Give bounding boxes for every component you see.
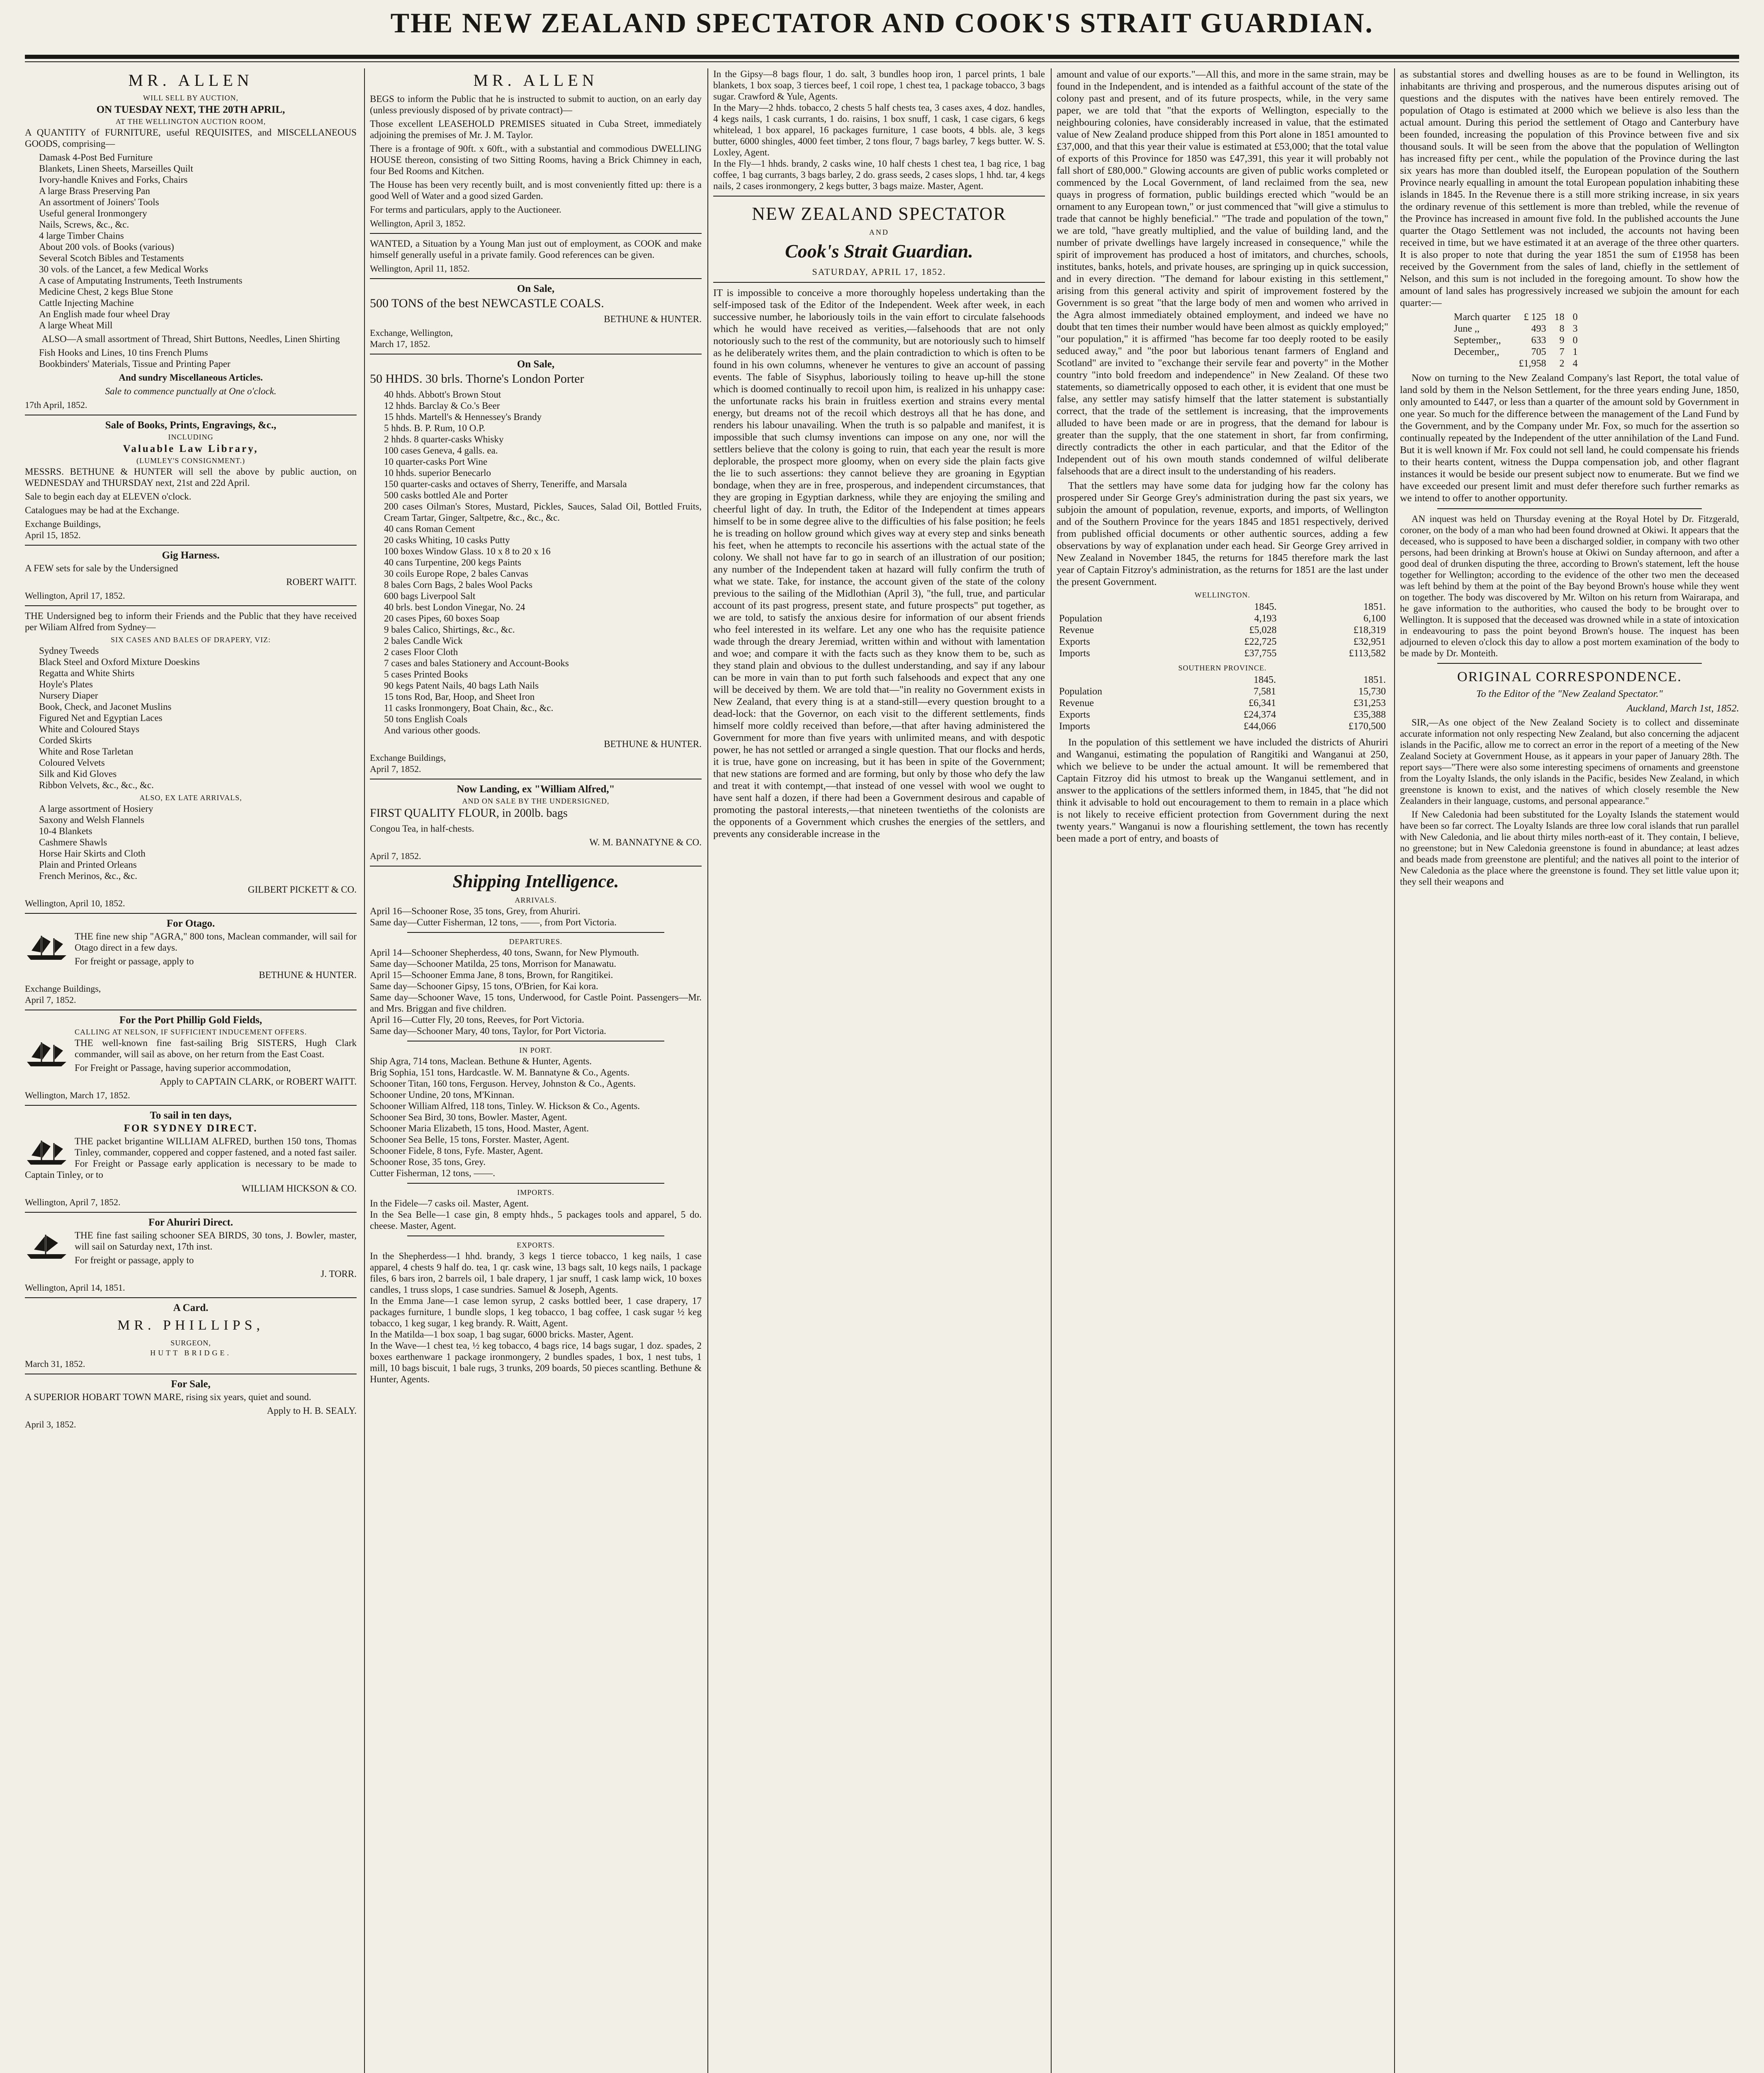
ad-coal <box>370 283 702 350</box>
ad-place: AT THE WELLINGTON AUCTION ROOM, <box>115 117 266 126</box>
table-cell: £1,958 <box>1519 358 1546 369</box>
table-header-cell: 1851. <box>1363 602 1386 612</box>
table-cell: £5,028 <box>1249 625 1277 636</box>
table-row <box>1057 613 1388 624</box>
divider <box>407 1183 664 1184</box>
divider <box>25 545 357 546</box>
table-cell: £18,319 <box>1353 625 1386 636</box>
table-cell: June ,, <box>1454 323 1480 334</box>
issue-date: SATURDAY, APRIL 17, 1852. <box>812 267 946 277</box>
table-cell: £35,388 <box>1353 709 1386 720</box>
ad-date: Wellington, April 3, 1852. <box>370 218 466 228</box>
table-header-cell <box>1057 674 1181 686</box>
table-row <box>1450 311 1582 323</box>
ad-signature: W. M. BANNATYNE & CO. <box>589 837 702 847</box>
ad-body: A SUPERIOR HOBART TOWN MARE, rising six years, quiet and sound. <box>25 1392 311 1402</box>
table-cell: December,, <box>1454 347 1499 357</box>
subsection-heading: IN PORT. <box>519 1046 552 1054</box>
ad-date: Wellington, April 11, 1852. <box>370 263 470 274</box>
ad-subheading: AND ON SALE BY THE UNDERSIGNED, <box>462 797 610 805</box>
table-row <box>1057 721 1388 732</box>
column-4 <box>1057 68 1388 2073</box>
editorial-paragraph: IT is impossible to conceive a more thoroughly hopeless undertaking than the self-imposed task of the Editor of the Independent. Week after week, in each successive number, he laboriously toils in the vain effort to circulate falsehoods which he would have received as verities,—falsehoods that are not only notoriously such to the rest of the community, but are notoriously such to himself as he deliberately writes them, and the plain contradiction to which is often to be found in his own columns, whenever he ventures to give an account of passing events. The fable of Sisyphus, laboriously toiling to heave up-hill the stone which is doomed continually to recoil upon him, is realized in his unhappy case: the unfortunate racks his brain in fruitless exertion and strains every mental energy, but dreams not of the recoil which destroys all that he has done, and renders his labour unavailing. When the truth is so palpable and manifest, it is impossible that such clumsy inventions can impose on any one, nor will the settlers believe that the colony is going to ruin, that each year the result is more deplorable, the prospect more gloomy, when on every side the plain facts give the lie to such assertions: they cannot believe they are groaning in Egyptian bondage, when they are in free, prosperous, and independent circumstances, that they are groping in Egyptian darkness, while they are enjoying the smiling and cheerful light of day. In truth, the Editor of the Independent at times appears himself to be in some degree alive to the difficulties of his false position; he feels he is treading on hollow ground which gives way at every step and sinks beneath his feet, when he attempts to reconcile his assertions with the actual state of the colony. We shall not have far to go in search of an illustration of our position; any number of the Independent taken at hazard will fully confirm the truth of what we state. Take, for instance, the account given of the state of the colony previous to the sailing of the Midlothian (April 3), "the full, true, and particular account of its past progress, present state, and future prospects" put together, as we are told, to satisfy the anxious desire for information of our absent friends who feel interested in its welfare. Let any one who has the requisite patience wade through the dreary Jeremiad, written within and without with lamentation and woe; and compare it with the facts such as they know them to be, such as they stand plain and obvious to the dullest understanding, and say if any labour can be more in vain than to put forth such falsehoods and expect that any one will be deceived by them. We are told that—"in reality no Government exists in New Zealand, that every thing is at a stand-still—every question brought to a dead-lock: that the Governor, on each visit to the different settlements, finds himself more coldly received than before,—that after having administered the Government for more than five years with unlimited means, and with despotic power, he has not settled or arranged a single question. That our flocks and herds, it is true, have gone on increasing, but it has been in spite of the Government; that new stations are formed and are forming, but only by those who defy the law and treat it with contempt,—that instead of one vessel with wool we ought to have sent half a dozen, if there had been a Government desirous and capable of promoting the pastoral interests,—that nineteen twentieths of the colonists are the opponents of a Government which crushes the energies of the settlers, and prevents any considerable increase in the <box>713 287 1045 840</box>
letter-address: To the Editor of the "New Zealand Spectator." <box>1476 688 1663 699</box>
table-cell: 7 <box>1559 347 1565 357</box>
ad-subheading: SURGEON, <box>170 1339 211 1347</box>
wellington-table <box>1057 601 1388 659</box>
ad-date: Wellington, April 7, 1852. <box>25 1197 121 1207</box>
divider <box>25 605 357 606</box>
ad-signature: Apply to H. B. SEALY. <box>267 1405 357 1416</box>
table-cell: £6,341 <box>1249 698 1276 709</box>
table-row <box>1057 709 1388 721</box>
ad-body: Congou Tea, in half-chests. <box>370 823 474 834</box>
ad-heading: Gig Harness. <box>162 550 220 561</box>
ad-body: Those excellent LEASEHOLD PREMISES situated in Cuba Street, immediately adjoining the premises of Mr. J. M. Taylor. <box>370 119 702 140</box>
subsection-heading: IMPORTS. <box>517 1188 554 1197</box>
table-cell: £31,253 <box>1353 698 1386 709</box>
table-cell: Revenue <box>1059 698 1094 709</box>
ad-subheading: WILL SELL BY AUCTION, <box>143 94 238 102</box>
masthead-rule-thick <box>25 55 1739 59</box>
ad-heading: For Ahuriri Direct. <box>148 1217 233 1228</box>
editorial-paragraph: as substantial stores and dwelling houses as are to be found in Wellington, its inhabitants are thriving and prosperous, and the numerous disputes arising out of questions and the disputes with the natives have been entirely removed. The population of Otago is estimated at 2000 which we believe is also less than the actual amount. During this period the settlement of Otago and Canterbury have been founded, increasing the population of this Province between five and six thousand souls. It will be seen from the above that the population of Wellington has increased fifty per cent., while the population of the Province during the last six years has more than doubled itself, the European population of the Southern Province nearly equalling in amount the total European population inhabiting these islands in 1845. In the Revenue there is a still more striking increase, in six years the ordinary revenue of this settlement is more than trebled, while the revenue of the Province has increased in amount five fold. In the published accounts the June quarter the Otago Settlement was not included, the accounts not having been received in time, but we have estimated it at an average of the three other quarters. It is also proper to note that during the year 1851 the sum of £1958 has been received by the Government from the sales of land, chiefly in the settlement of Nelson, and this sum is not included in the foregoing amount. To show how the amount of land sales has progressively increased we subjoin the amount for each quarter:— <box>1400 69 1739 308</box>
ad-date: Exchange Buildings, April 7, 1852. <box>25 983 101 1005</box>
table-cell: September,, <box>1454 335 1501 346</box>
ad-heading: MR. PHILLIPS, <box>117 1318 264 1333</box>
ad-body: The House has been very recently built, and is most conveniently fitted up: there is a good Well of Water and a good sized Garden. <box>370 180 702 201</box>
ad-drapery <box>25 610 357 909</box>
paper-title-and: AND <box>869 228 889 236</box>
ad-signature: BETHUNE & HUNTER. <box>604 314 702 324</box>
ad-heading: For the Port Phillip Gold Fields, <box>119 1015 262 1026</box>
divider <box>25 1212 357 1213</box>
ad-heading: A Card. <box>173 1302 209 1313</box>
table-cell: Revenue <box>1059 625 1094 636</box>
table-row <box>1450 323 1582 335</box>
ad-subheading: HUTT BRIDGE. <box>150 1349 231 1357</box>
ad-date: March 31, 1852. <box>25 1359 85 1369</box>
ad-hhds <box>370 359 702 774</box>
ad-heading: To sail in ten days, <box>150 1110 232 1121</box>
ad-heading: Valuable Law Library, <box>123 443 259 454</box>
ad-body: Sale to begin each day at ELEVEN o'clock. <box>25 491 192 502</box>
ad-heading: Now Landing, ex "William Alfred," <box>457 784 615 795</box>
table-cell: 15,730 <box>1358 686 1386 697</box>
table-total-row <box>1450 358 1582 369</box>
table-row <box>1057 697 1388 709</box>
table-cell: £37,755 <box>1244 648 1277 659</box>
column-5 <box>1400 68 1739 2073</box>
ad-body: And sundry Miscellaneous Articles. <box>119 372 263 383</box>
ad-body: MESSRS. BETHUNE & HUNTER will sell the above by public auction, on WEDNESDAY and THURSDAY next, 21st and 22d April. <box>25 466 357 488</box>
table-header-cell: 1851. <box>1363 675 1386 685</box>
letter-paragraph: SIR,—As one object of the New Zealand Society is to collect and disseminate accurate information not only respecting New Zealand, but also concerning the adjacent islands in the Pacific, allow me to correct an error in the report of a meeting of the New Zealand Society at Government House, as it appears in your paper of January 28th. The report says—"There were also some interesting specimens of ornaments and greenstone from the Loyalty Islands, the only islands in the Pacific, besides New Zealand, in which greenstone is known to exist, and the natives of which closely resemble the New Zealanders in their language, customs, and personal appearance." <box>1400 717 1739 806</box>
ad-heading: FOR SYDNEY DIRECT. <box>124 1123 258 1134</box>
ad-signature: GILBERT PICKETT & CO. <box>248 884 357 895</box>
table-cell: £24,374 <box>1244 709 1276 720</box>
ad-body: WANTED, a Situation by a Young Man just out of employment, as COOK and make himself generally useful in a private family. Good references can be given. <box>370 238 702 260</box>
section-heading: ORIGINAL CORRESPONDENCE. <box>1457 669 1682 685</box>
ad-sydney <box>25 1110 357 1208</box>
ad-wanted <box>370 238 702 274</box>
ad-body: THE packet brigantine WILLIAM ALFRED, burthen 150 tons, Thomas Tinley, commander, coppered and copper fastened, and a noted fast sailer. For Freight or Passage early application is necessary to be made to Captain Tinley, or to <box>25 1136 357 1180</box>
ad-heading: On Sale, <box>517 283 555 294</box>
table-cell: 633 <box>1531 335 1546 346</box>
ad-signature: WILLIAM HICKSON & CO. <box>241 1183 357 1194</box>
divider <box>370 278 702 279</box>
table-cell: 705 <box>1531 347 1546 357</box>
ad-date: Wellington, April 14, 1851. <box>25 1282 125 1293</box>
ship-icon <box>25 1137 70 1166</box>
table-cell: £32,951 <box>1353 636 1386 647</box>
table-cell: £113,582 <box>1349 648 1386 659</box>
divider <box>1437 663 1702 664</box>
ad-body: There is a frontage of 90ft. x 60ft., with a substantial and commodious DWELLING HOUSE thereon, consisting of two Sitting Rooms, having a Brick Chimney in each, four Bed Rooms and Kitchen. <box>370 143 702 176</box>
ad-heading: On Sale, <box>517 359 555 370</box>
table-row <box>1450 346 1582 358</box>
divider <box>713 282 1045 283</box>
column-1 <box>25 68 357 2073</box>
item-list: 40 hhds. Abbott's Brown Stout 12 hhds. Barclay & Co.'s Beer 15 hhds. Martell's & Hennessey's Brandy 5 hhds. B. P. Rum, 10 O.P. 2 hhds. 8 quarter-casks Whisky 100 cases Geneva, 4 galls. ea. 10 quarter-casks Port Wine 10 hhds. superior Benecarlo 150 quarter-casks and octaves of Sherry, Teneriffe, and Marsala 500 casks bottled Ale and Porter 200 cases Oilman's Stores, Mustard, Pickles, Sauces, Salad Oil, Bottled Fruits, Cream Tartar, Ginger, Saltpetre, &c., &c., &c. 40 cans Roman Cement 20 casks Whiting, 10 casks Putty 100 boxes Window Glass. 10 x 8 to 20 x 16 40 cans Turpentine, 200 kegs Paints 30 coils Europe Rope, 2 bales Canvas 8 bales Corn Bags, 2 bales Wool Packs 600 bags Liverpool Salt 40 brls. best London Vinegar, No. 24 20 cases Pipes, 60 boxes Soap 9 bales Calico, Shirtings, &c., &c. 2 bales Candle Wick 2 cases Floor Cloth 7 cases and bales Stationery and Account-Books 5 cases Printed Books 90 kegs Patent Nails, 40 bags Lath Nails 15 tons Rod, Bar, Hoop, and Sheet Iron 11 casks Ironmongery, Boat Chain, &c., &c. 50 tons English Coals And various other goods. <box>384 389 702 736</box>
editorial-paragraph: In the population of this settlement we have included the districts of Ahuriri and Wanganui, estimating the population of Rangitiki and Wanganui at 250, which we believe to be under the actual amount. It will be remembered that Captain Fitzroy did his utmost to break up the Wanganui settlement, and in answer to the applications of the settlers informed them, in 1845, that "he did not think it advisable to hold out encouragement to them to remain in a place which is not likely to receive efficient protection from Government during the next twenty years." Wanganui is now a flourishing settlement, the town has recently been made a port of entry, and boasts of <box>1057 737 1388 844</box>
ad-signature: BETHUNE & HUNTER. <box>259 970 357 980</box>
ad-body: For Freight or Passage, having superior accommodation, <box>75 1063 291 1073</box>
ad-body: For terms and particulars, apply to the Auctioneer. <box>370 204 561 215</box>
ad-date: Exchange, Wellington, March 17, 1852. <box>370 328 453 349</box>
ad-otago <box>25 918 357 1005</box>
divider <box>713 196 1045 197</box>
ship-icon <box>25 1039 70 1068</box>
table-header-cell: 1845. <box>1254 602 1277 612</box>
divider <box>25 913 357 914</box>
ad-date: Wellington, March 17, 1852. <box>25 1090 130 1100</box>
table-row <box>1057 624 1388 636</box>
table-cell: 493 <box>1531 323 1546 334</box>
table-cell <box>1450 358 1515 369</box>
table-heading: WELLINGTON. <box>1194 591 1251 599</box>
divider <box>25 1297 357 1298</box>
ad-heading: For Sale, <box>171 1379 211 1390</box>
editorial-title <box>713 203 1045 278</box>
letter-date: Auckland, March 1st, 1852. <box>1626 703 1739 714</box>
ad-date: Exchange Buildings, April 15, 1852. <box>25 519 101 540</box>
table-cell: £ 125 <box>1523 312 1546 323</box>
table-cell: 8 <box>1559 323 1565 334</box>
column-rule <box>364 68 365 2073</box>
departures-list: April 14—Schooner Shepherdess, 40 tons, Swann, for New Plymouth. Same day—Schooner Matilda, 25 tons, Morrison for Manawatu. April 15—Schooner Emma Jane, 8 tons, Brown, for Rangitikei. Same day—Schooner Gipsy, 15 tons, O'Brien, for Kai kora. Same day—Schooner Wave, 15 tons, Underwood, for Castle Point. Passengers—Mr. and Mrs. Briggan and five children. April 16—Cutter Fly, 20 tons, Reeves, for Port Victoria. Same day—Schooner Mary, 40 tons, Taylor, for Port Victoria. <box>370 947 702 1036</box>
ad-body: BEGS to inform the Public that he is instructed to submit to auction, on an early day (unless previously disposed of by private contract)— <box>370 94 702 115</box>
table-cell: Population <box>1059 686 1103 697</box>
ad-body: For freight or passage, apply to <box>75 956 194 966</box>
ad-body: THE fine fast sailing schooner SEA BIRDS, 30 tons, J. Bowler, master, will sail on Saturday next, 17th inst. <box>75 1230 357 1252</box>
ad-signature: ROBERT WAITT. <box>286 577 357 587</box>
column-2 <box>370 68 702 2073</box>
ad-date: April 3, 1852. <box>25 1419 76 1430</box>
ad-mare <box>25 1379 357 1430</box>
subsection-heading: EXPORTS. <box>517 1241 555 1249</box>
subsection-heading: ARRIVALS. <box>515 896 557 904</box>
table-cell: Exports <box>1059 709 1090 720</box>
ad-card <box>25 1302 357 1369</box>
column-rule <box>1394 68 1395 2073</box>
table-cell: March quarter <box>1454 312 1511 323</box>
divider <box>25 1105 357 1106</box>
ad-gig-harness <box>25 550 357 601</box>
table-cell: 2 <box>1559 358 1565 369</box>
table-cell: Population <box>1059 613 1103 624</box>
ad-allen-premises <box>370 71 702 229</box>
editorial-paragraph: Now on turning to the New Zealand Company's last Report, the total value of land sold by them in the Nelson Settlement, for the three years ending June, 1850, only amounted to £447, or less than a quarter of the amount sold by Government in one year. So much for the difference between the management of the Land Fund by the Government, and by the Company under Mr. Fox, so much for the assertion so continually repeated by the Independent of the utter annihilation of the Land Fund. But it is well known if Mr. Fox could not sell land, he could compensate his friends to their hearts content, witness the Duppa compensation job, and other flagrant instances it would be beside our present subject now to enumerate. But we find we have exceeded our present limit and must defer therefore such further remarks as we intend to offer to another opportunity. <box>1400 372 1739 504</box>
ad-heading: For Otago. <box>166 918 215 929</box>
ad-subheading: CALLING AT NELSON, IF SUFFICIENT INDUCEMENT OFFERS. <box>74 1028 307 1036</box>
table-row <box>1057 648 1388 659</box>
ad-port-phillip <box>25 1015 357 1101</box>
ship-icon <box>25 932 70 961</box>
ad-body: THE Undersigned beg to inform their Friends and the Public that they have received per Wiliam Alfred from Sydney— <box>25 611 357 632</box>
ad-books-sale <box>25 420 357 541</box>
ad-heading: MR. ALLEN <box>128 71 253 90</box>
table-cell: Imports <box>1059 648 1090 659</box>
ad-body: A QUANTITY of FURNITURE, useful REQUISITES, and MISCELLANEOUS GOODS, comprising— <box>25 127 357 149</box>
divider <box>407 932 664 933</box>
table-cell: £22,725 <box>1244 636 1277 647</box>
ad-date: Wellington, April 10, 1852. <box>25 898 125 908</box>
ad-heading: MR. ALLEN <box>473 71 598 90</box>
table-header-cell: 1845. <box>1254 675 1276 685</box>
ad-signature: BETHUNE & HUNTER. <box>604 739 702 749</box>
masthead-rule-thin <box>25 61 1739 62</box>
editorial-paragraph: amount and value of our exports."—All this, and more in the same strain, may be found in the Independent, and is intended as a faithful account of the state of the colony past and present, and of its future prospects, while, in the very same paper, we are told that "that the exports of Wellington, especially to the neighbouring colonies, have considerably increased in value, that the estimated value of New Zealand produce shipped from this Port alone in 1851 amounted to £37,000, and that this year their value is estimated at £53,000; that the total value of exports of this Province for 1850 was £47,391, this year it will probably not fall short of £80,000." Glowing accounts are given of public works completed or commenced by the Local Government, of land reclaimed from the sea, new quays in progress of formation, public buildings erected which "would be an ornament to any European town," or just commenced that "will give a stimulus to trade that cannot be highly beneficial." "The trade and population of the town," we are told, "have greatly multiplied, and the value of building land, and the number of private dwellings have largely increased in consequence," while the spirit of improvement has produced a host of imitators, and churches, schools, institutes, banks, hotels, and private houses, are springing up in quick succession, and in every direction. "The demand for labour existing in this settlement," arising from this general activity and spirit of improvement fostered by the Government is so great "that the large body of men and women who arrived in the Agra almost immediately obtained employment, and indeed we have no doubt that ten times their number would have been almost as quickly employed;" "our population," it is affirmed "has become far too deeply rooted to be easily seduced away," and "the poor but laborious tenant farmers of England and Scotland" are invited to "exchange their servile fear and poverty" in the Mother country "into bold freedom and independence" in New Zealand. Of these two statements, so diametrically opposed to each other, it is evident that one must be false, any settler may satisfy himself that the latter statement is substantially correct, that the trade of the settlement is increasing, that the improvements alluded to have been made or are in progress, that the demand for labour is greater than the supply, that the one statement in short, far from confirming, directly contradicts the other in each particular, and that the Editor of the Independent out of his own mouth stands condemned of wilful deliberate falsehoods that are a direct insult to the understanding of his readers. <box>1057 69 1388 477</box>
ad-subheading: ALSO, EX LATE ARRIVALS, <box>139 794 242 802</box>
ad-body: Sale to commence punctually at One o'clock. <box>105 386 277 396</box>
table-cell: £170,500 <box>1349 721 1386 732</box>
item-list: A large assortment of Hosiery Saxony and Welsh Flannels 10-4 Blankets Cashmere Shawls Horse Hair Skirts and Cloth Plain and Printed Orleans French Merinos, &c., &c. <box>39 803 153 881</box>
item-list: Fish Hooks and Lines, 10 tins French Plums Bookbinders' Materials, Tissue and Printing Paper <box>39 347 231 369</box>
ad-body: 50 HHDS. 30 brls. Thorne's London Porter <box>370 372 584 386</box>
section-heading: Shipping Intelligence. <box>452 871 619 891</box>
table-cell: Imports <box>1059 721 1090 732</box>
land-sales-table <box>1450 311 1582 369</box>
table-header-cell <box>1057 601 1182 613</box>
ad-body: For freight or passage, apply to <box>75 1255 194 1265</box>
item-list: Sydney Tweeds Black Steel and Oxford Mixture Doeskins Regatta and White Shirts Hoyle's Plates Nursery Diaper Book, Check, and Jaconet Muslins Figured Net and Egyptian Laces White and Coloured Stays Corded Skirts White and Rose Tarletan Coloured Velvets Silk and Kid Gloves Ribbon Velvets, &c., &c., &c. <box>39 646 200 790</box>
item-list: Damask 4-Post Bed Furniture Blankets, Linen Sheets, Marseilles Quilt Ivory-handle Knives and Forks, Chairs A large Brass Preserving Pan An assortment of Joiners' Tools Useful general Ironmongery Nails, Screws, &c., &c. 4 large Timber Chains About 200 vols. of Books (various) Several Scotch Bibles and Testaments 30 vols. of the Lancet, a few Medical Works A case of Amputating Instruments, Teeth Instruments Medicine Chest, 2 kegs Blue Stone Cattle Injecting Machine An English made four wheel Dray A large Wheat Mill <box>39 152 243 330</box>
ad-date-line: ON TUESDAY NEXT, THE 20TH APRIL, <box>96 104 285 115</box>
divider <box>1437 508 1702 509</box>
masthead: THE NEW ZEALAND SPECTATOR AND COOK'S STRAIT GUARDIAN. <box>390 7 1374 39</box>
table-cell: 9 <box>1559 335 1565 346</box>
letter-paragraph: If New Caledonia had been substituted for the Loyalty Islands the statement would have been so far correct. The Loyalty Islands are three low coral islands that run parallel with New Caledonia, and lie about thirty miles north-east of it. They contain, I believe, no greenstone; but in New Caledonia greenstone is found in abundance; at least adzes and beads made from greenstone are plentiful; and the natives all point to the interior of New Caledonia as the place where the greenstone is found. They set little value upon it; they sell their weapons and <box>1400 809 1739 887</box>
table-cell: 6,100 <box>1363 613 1386 624</box>
ad-body: THE well-known fine fast-sailing Brig SISTERS, Hugh Clark commander, will sail as above, on her return from the East Coast. <box>75 1038 357 1059</box>
ad-allen-auction <box>25 71 357 410</box>
ad-subheading: SIX CASES AND BALES OF DRAPERY, VIZ: <box>111 636 271 644</box>
ad-flour <box>370 784 702 862</box>
editorial-paragraph: That the settlers may have some data for judging how far the colony has prospered under Sir George Grey's administration during the past six years, we subjoin the amount of population, revenue, exports, and imports, of Wellington and of the Southern Province for the years 1845 and 1851 respectively, derived from published official documents or other authentic sources, adding a few observations by way of explanation under each head. Sir George Grey arrived in New Zealand in November 1845, the returns for 1845 therefore mark the last year of Captain Fitzroy's administration, as the returns for 1851 are the last under the present Government. <box>1057 480 1388 587</box>
subsection-heading: DEPARTURES. <box>509 937 563 946</box>
ad-date: Exchange Buildings, April 7, 1852. <box>370 752 446 774</box>
in-port-list: Ship Agra, 714 tons, Maclean. Bethune & Hunter, Agents. Brig Sophia, 151 tons, Hardcastle. W. M. Bannatyne & Co., Agents. Schooner Titan, 160 tons, Ferguson. Hervey, Johnston & Co., Agents. Schooner Undine, 20 tons, M'Kinnan. Schooner William Alfred, 118 tons, Tinley. W. Hickson & Co., Agents. Schooner Sea Bird, 30 tons, Bowler. Master, Agent. Schooner Maria Elizabeth, 15 tons, Hood. Master, Agent. Schooner Sea Belle, 15 tons, Forster. Master, Agent. Schooner Fidele, 8 tons, Fyfe. Master, Agent. Schooner Rose, 35 tons, Grey. Cutter Fisherman, 12 tons, ——. <box>370 1056 640 1178</box>
exports-list: In the Shepherdess—1 hhd. brandy, 3 kegs 1 tierce tobacco, 1 keg nails, 1 case apparel, 4 chests 9 half do. tea, 1 qr. cask wine, 13 bags salt, 10 kegs nails, 1 package files, 6 bars iron, 2 barrels oil, 1 bale drapery, 1 jar snuff, 1 cask lamp wick, 10 boxes candles, 1 truss slops, 1 case sundries. Samuel & Joseph, Agents. In the Emma Jane—1 case lemon syrup, 2 casks bottled beer, 1 case drapery, 17 packages furniture, 1 bundle slops, 1 keg tobacco, 1 bag coffee, 1 cask sugar ½ keg tobacco, 1 keg sugar, 1 keg brandy. R. Waitt, Agent. In the Matilda—1 box soap, 1 bag sugar, 6000 bricks. Master, Agent. In the Wave—1 chest tea, ½ keg tobacco, 4 bags rice, 14 bags sugar, 1 doz. spades, 2 boxes earthenware 1 package ironmongery, 2 bundles spades, 1 box, 1 nest tubs, 1 mill, 10 bags biscuit, 1 bale rugs, 3 trunks, 209 boards, 50 pieces scantling. Bethune & Hunter, Agents. <box>370 1251 702 1384</box>
table-cell: 3 <box>1572 323 1578 334</box>
divider <box>370 233 702 234</box>
table-header-row <box>1057 674 1388 686</box>
table-cell: 7,581 <box>1254 686 1276 697</box>
ad-date: April 7, 1852. <box>370 851 421 861</box>
table-row <box>1057 686 1388 697</box>
ad-body: THE fine new ship "AGRA," 800 tons, Maclean commander, will sail for Otago direct in a few days. <box>75 931 357 953</box>
southern-province-table <box>1057 674 1388 732</box>
inquest-report: AN inquest was held on Thursday evening at the Royal Hotel by Dr. Fitzgerald, coroner, on the body of a man who had been found drowned at Okiwi. It appears that the deceased, who is supposed to have been a discharged soldier, in company with two other persons, had been drinking at Brown's house at Okiwi on Sunday afternoon, and after a good deal of drunken disputing the three, according to Brown's statement, left the house together for Wellington; according to the evidence of the other two men the deceased was left behind by them at the point of the Bay beyond Brown's house while they went on together. The body was discovered by Mr. Wilton on his return from Wairarapa, and he gave information to the authorities, who caused the body to be brought over to Wellington. It is supposed that the deceased was drowned while in a state of intoxication in endeavouring to pass the point beyond Brown's house. The inquest has been adjourned to eleven o'clock this day to allow a post mortem examination of the body to be made by Dr. Monteith. <box>1400 514 1739 658</box>
ad-body: A FEW sets for sale by the Undersigned <box>25 563 178 573</box>
paper-subtitle: Cook's Strait Guardian. <box>785 240 973 262</box>
ad-body: ALSO—A small assortment of Thread, Shirt Buttons, Needles, Linen Shirting <box>41 334 340 344</box>
ad-subheading: (LUMLEY'S CONSIGNMENT.) <box>136 456 245 465</box>
table-cell: 0 <box>1572 312 1578 323</box>
ad-signature: J. TORR. <box>321 1269 357 1279</box>
table-cell: Exports <box>1059 636 1090 647</box>
table-cell: 0 <box>1572 335 1578 346</box>
shipping-intelligence <box>370 871 702 1385</box>
imports-list: In the Fidele—7 casks oil. Master, Agent. In the Sea Belle—1 case gin, 8 empty hhds., 5 packages tools and apparel, 5 do. cheese. Master, Agent. <box>370 1198 702 1231</box>
arrivals-list: April 16—Schooner Rose, 35 tons, Grey, from Ahuriri. Same day—Cutter Fisherman, 12 tons, ——, from Port Victoria. <box>370 906 617 927</box>
ad-date: Wellington, April 17, 1852. <box>25 590 125 601</box>
ship-icon <box>25 1231 70 1260</box>
table-header-row <box>1057 601 1388 613</box>
table-cell: 18 <box>1554 312 1565 323</box>
ad-subheading: INCLUDING <box>168 433 214 441</box>
divider <box>370 866 702 867</box>
ad-ahuriri <box>25 1217 357 1293</box>
column-3 <box>713 68 1045 2073</box>
table-cell: 1 <box>1572 347 1578 357</box>
column-rule <box>707 68 708 2073</box>
ad-body: Catalogues may be had at the Exchange. <box>25 505 180 515</box>
table-heading: SOUTHERN PROVINCE. <box>1178 664 1267 672</box>
exports-list-continued: In the Gipsy—8 bags flour, 1 do. salt, 3 bundles hoop iron, 1 parcel prints, 1 bale blankets, 1 box soap, 3 tierces beef, 1 coil rope, 1 chest tea, 1 package tobacco, 3 bags sugar. Crawford & Yule, Agents. In the Mary—2 hhds. tobacco, 2 chests 5 half chests tea, 3 cases axes, 4 doz. handles, 4 kegs nails, 1 cask currants, 1 do. raisins, 1 box snuff, 1 cask, 1 case cigars, 6 kegs whitelead, 1 box apparel, 16 packages furniture, 1 case boots, 4 bbls. ale, 3 kegs butter, 6000 shingles, 4000 feet timber, 2 tons flour, 7 bags barley, 7 kegs butter. W. S. Loxley, Agent. In the Fly—1 hhds. brandy, 2 casks wine, 10 half chests 1 chest tea, 1 bag rice, 1 bag coffee, 1 bag currants, 3 bags barley, 2 do. grass seeds, 2 cases slops, 1 hhd. tar, 4 kegs nails, 2 cases ironmongery, 2 kegs butter, 3 bags maize. Master, Agent. <box>713 69 1045 191</box>
table-cell: 4,193 <box>1254 613 1277 624</box>
table-cell: 4 <box>1572 358 1578 369</box>
table-cell: £44,066 <box>1244 721 1276 732</box>
column-rule <box>1051 68 1052 2073</box>
ad-date: 17th April, 1852. <box>25 400 87 410</box>
ad-heading: Sale of Books, Prints, Engravings, &c., <box>105 420 277 431</box>
paper-title: NEW ZEALAND SPECTATOR <box>752 204 1006 224</box>
table-row <box>1450 335 1582 346</box>
table-row <box>1057 636 1388 648</box>
ad-signature: Apply to CAPTAIN CLARK, or ROBERT WAITT. <box>160 1076 357 1087</box>
ad-body: FIRST QUALITY FLOUR, in 200lb. bags <box>370 807 568 820</box>
ad-body: 500 TONS of the best NEWCASTLE COALS. <box>370 296 604 310</box>
